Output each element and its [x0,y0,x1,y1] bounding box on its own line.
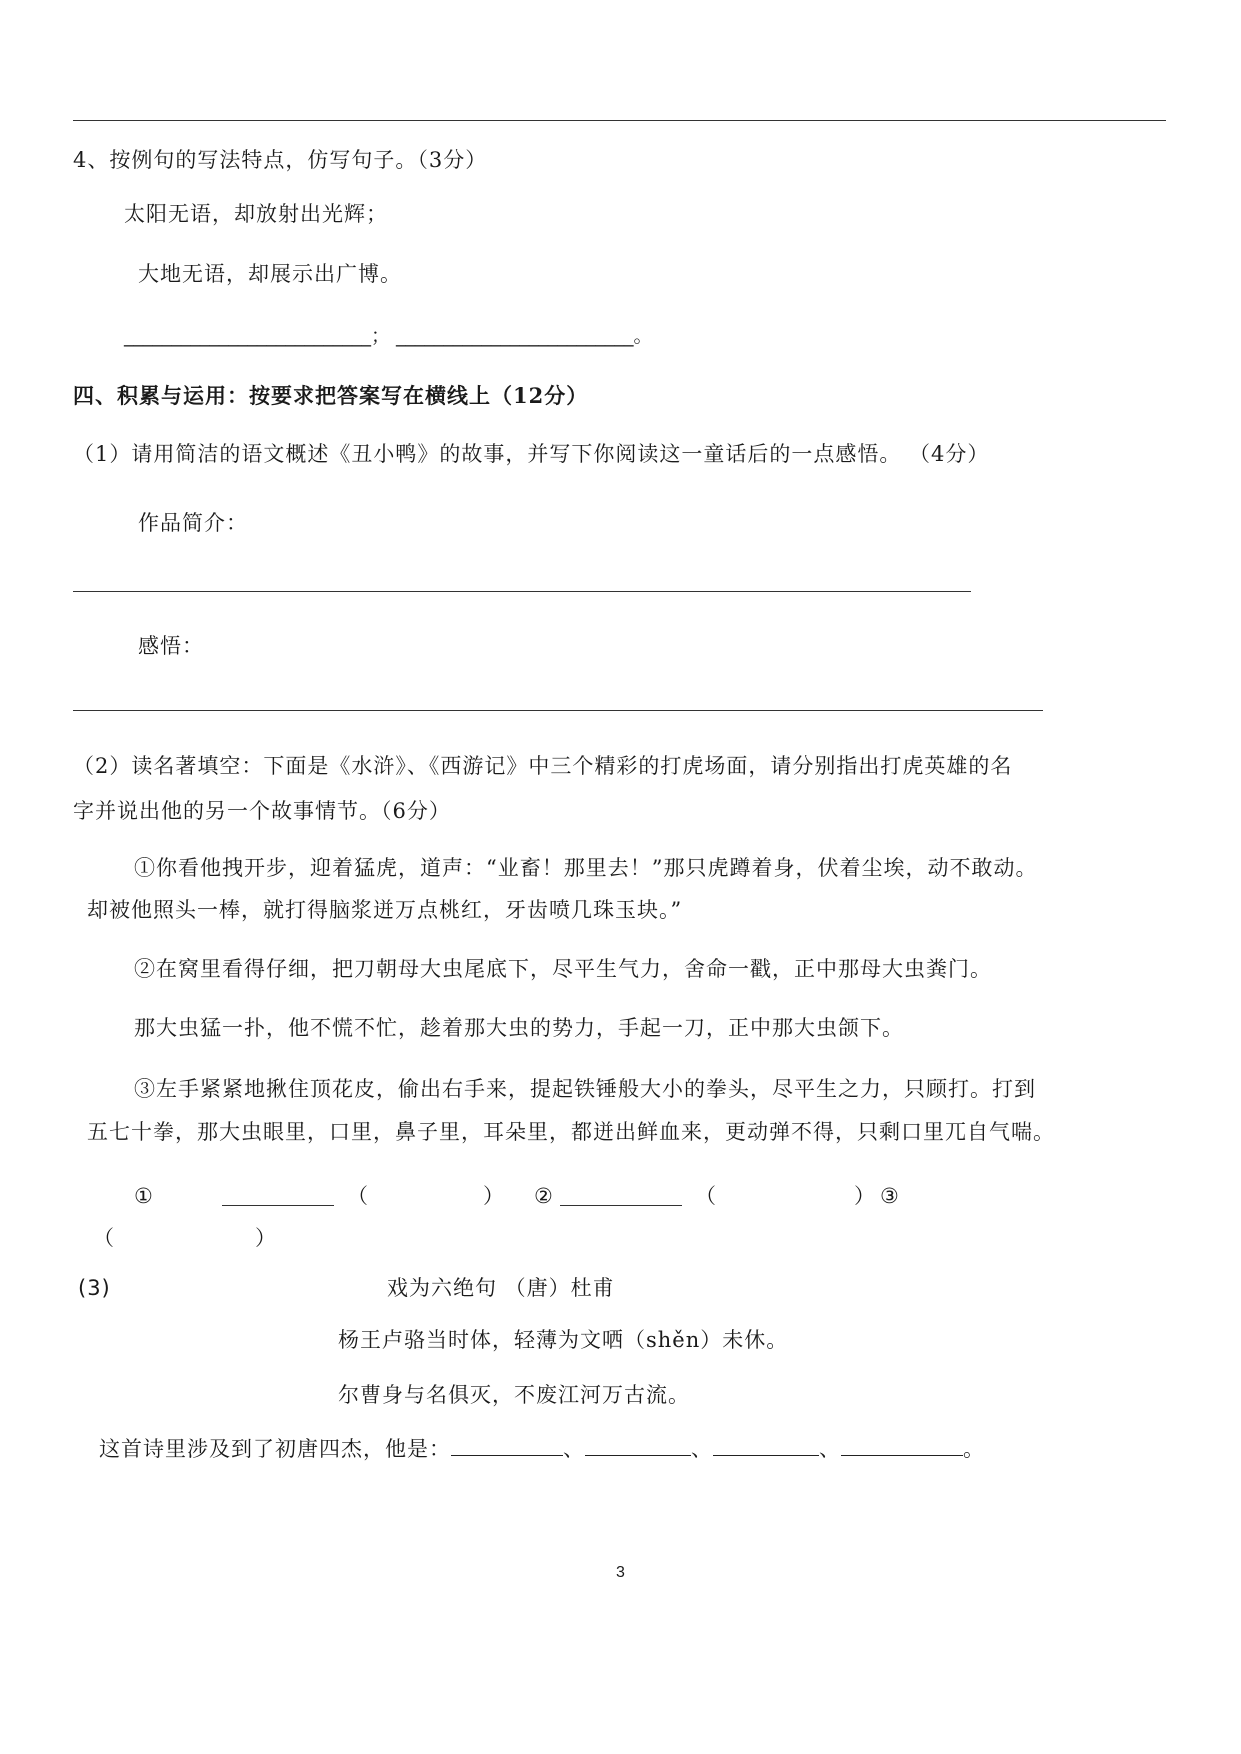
answer-mark-3: ③ [880,1184,900,1208]
section4-heading: 四、积累与运用：按要求把答案写在横线上（12分） [73,383,589,408]
poet-blank-1[interactable] [451,1435,563,1456]
item3-question-prefix: 这首诗里涉及到了初唐四杰，他是： [99,1437,451,1461]
separator-3: 、 [819,1437,841,1461]
paren-close-2: ） [854,1184,876,1208]
q4-example-line2: 大地无语，却展示出广博。 [138,262,402,286]
paren-open-3: （ [93,1226,115,1250]
q4-prompt: 4、按例句的写法特点，仿写句子。（3分） [73,148,488,172]
separator-1: 、 [563,1437,585,1461]
poet-blank-4[interactable] [841,1435,963,1456]
passage3-line2: 五七十拳，那大虫眼里，口里，鼻子里，耳朵里，都迸出鲜血来，更动弹不得，只剩口里兀自气喘。 [87,1120,1055,1144]
hero2-blank[interactable] [560,1205,682,1206]
header-rule [73,120,1166,121]
paren-open-2: （ [695,1184,717,1208]
poet-blank-2[interactable] [585,1435,691,1456]
paren-open-1: （ [347,1184,369,1208]
passage2-line2: 那大虫猛一扑，他不慌不忙，趁着那大虫的势力，手起一刀，正中那大虫颌下。 [134,1016,904,1040]
poem-line2: 尔曹身与名俱灭，不废江河万古流。 [338,1383,690,1407]
q4-answer-line[interactable]: __________________________； _________________________。 [124,325,653,347]
poet-blank-3[interactable] [713,1435,819,1456]
passage1-line1: ①你看他拽开步，迎着猛虎，道声：“业畜！那里去！”那只虎蹲着身，伏着尘埃，动不敢动。 [134,856,1038,880]
item1-intro-label: 作品简介： [138,511,248,535]
q4-example-line1: 太阳无语，却放射出光辉； [124,202,388,226]
item3-question [99,1435,985,1463]
passage3-line1: ③左手紧紧地揪住顶花皮，偷出右手来，提起铁锤般大小的拳头，尽平生之力，只顾打。打到 [134,1077,1036,1101]
answer-mark-2: ② [534,1184,554,1208]
page-number: 3 [616,1564,625,1581]
item2-prompt-line1: （2）读名著填空：下面是《水浒》、《西游记》中三个精彩的打虎场面，请分别指出打虎英雄的名 [73,754,1013,778]
item2-prompt-line2: 字并说出他的另一个故事情节。（6分） [73,799,451,823]
hero1-blank[interactable] [222,1205,334,1206]
paren-close-1: ） [483,1184,505,1208]
item1-prompt: （1）请用简洁的语文概述《丑小鸭》的故事，并写下你阅读这一童话后的一点感悟。 （4分） [73,442,990,466]
paren-close-3: ） [255,1226,277,1250]
item3-number: (3) [78,1276,111,1300]
poem-title: 戏为六绝句 （唐）杜甫 [387,1276,615,1300]
item1-insight-label: 感悟： [138,634,204,658]
passage2-line1: ②在窝里看得仔细，把刀朝母大虫尾底下，尽平生气力，舍命一戳，正中那母大虫粪门。 [134,957,992,981]
passage1-line2: 却被他照头一棒，就打得脑浆迸万点桃红，牙齿喷几珠玉块。” [87,898,683,922]
answer-mark-1: ① [134,1184,154,1208]
insight-answer-rule[interactable] [73,710,1043,711]
end-mark: 。 [963,1437,985,1461]
poem-line1: 杨王卢骆当时体，轻薄为文哂（shěn）未休。 [338,1328,789,1352]
intro-answer-rule[interactable] [73,591,971,592]
separator-2: 、 [691,1437,713,1461]
